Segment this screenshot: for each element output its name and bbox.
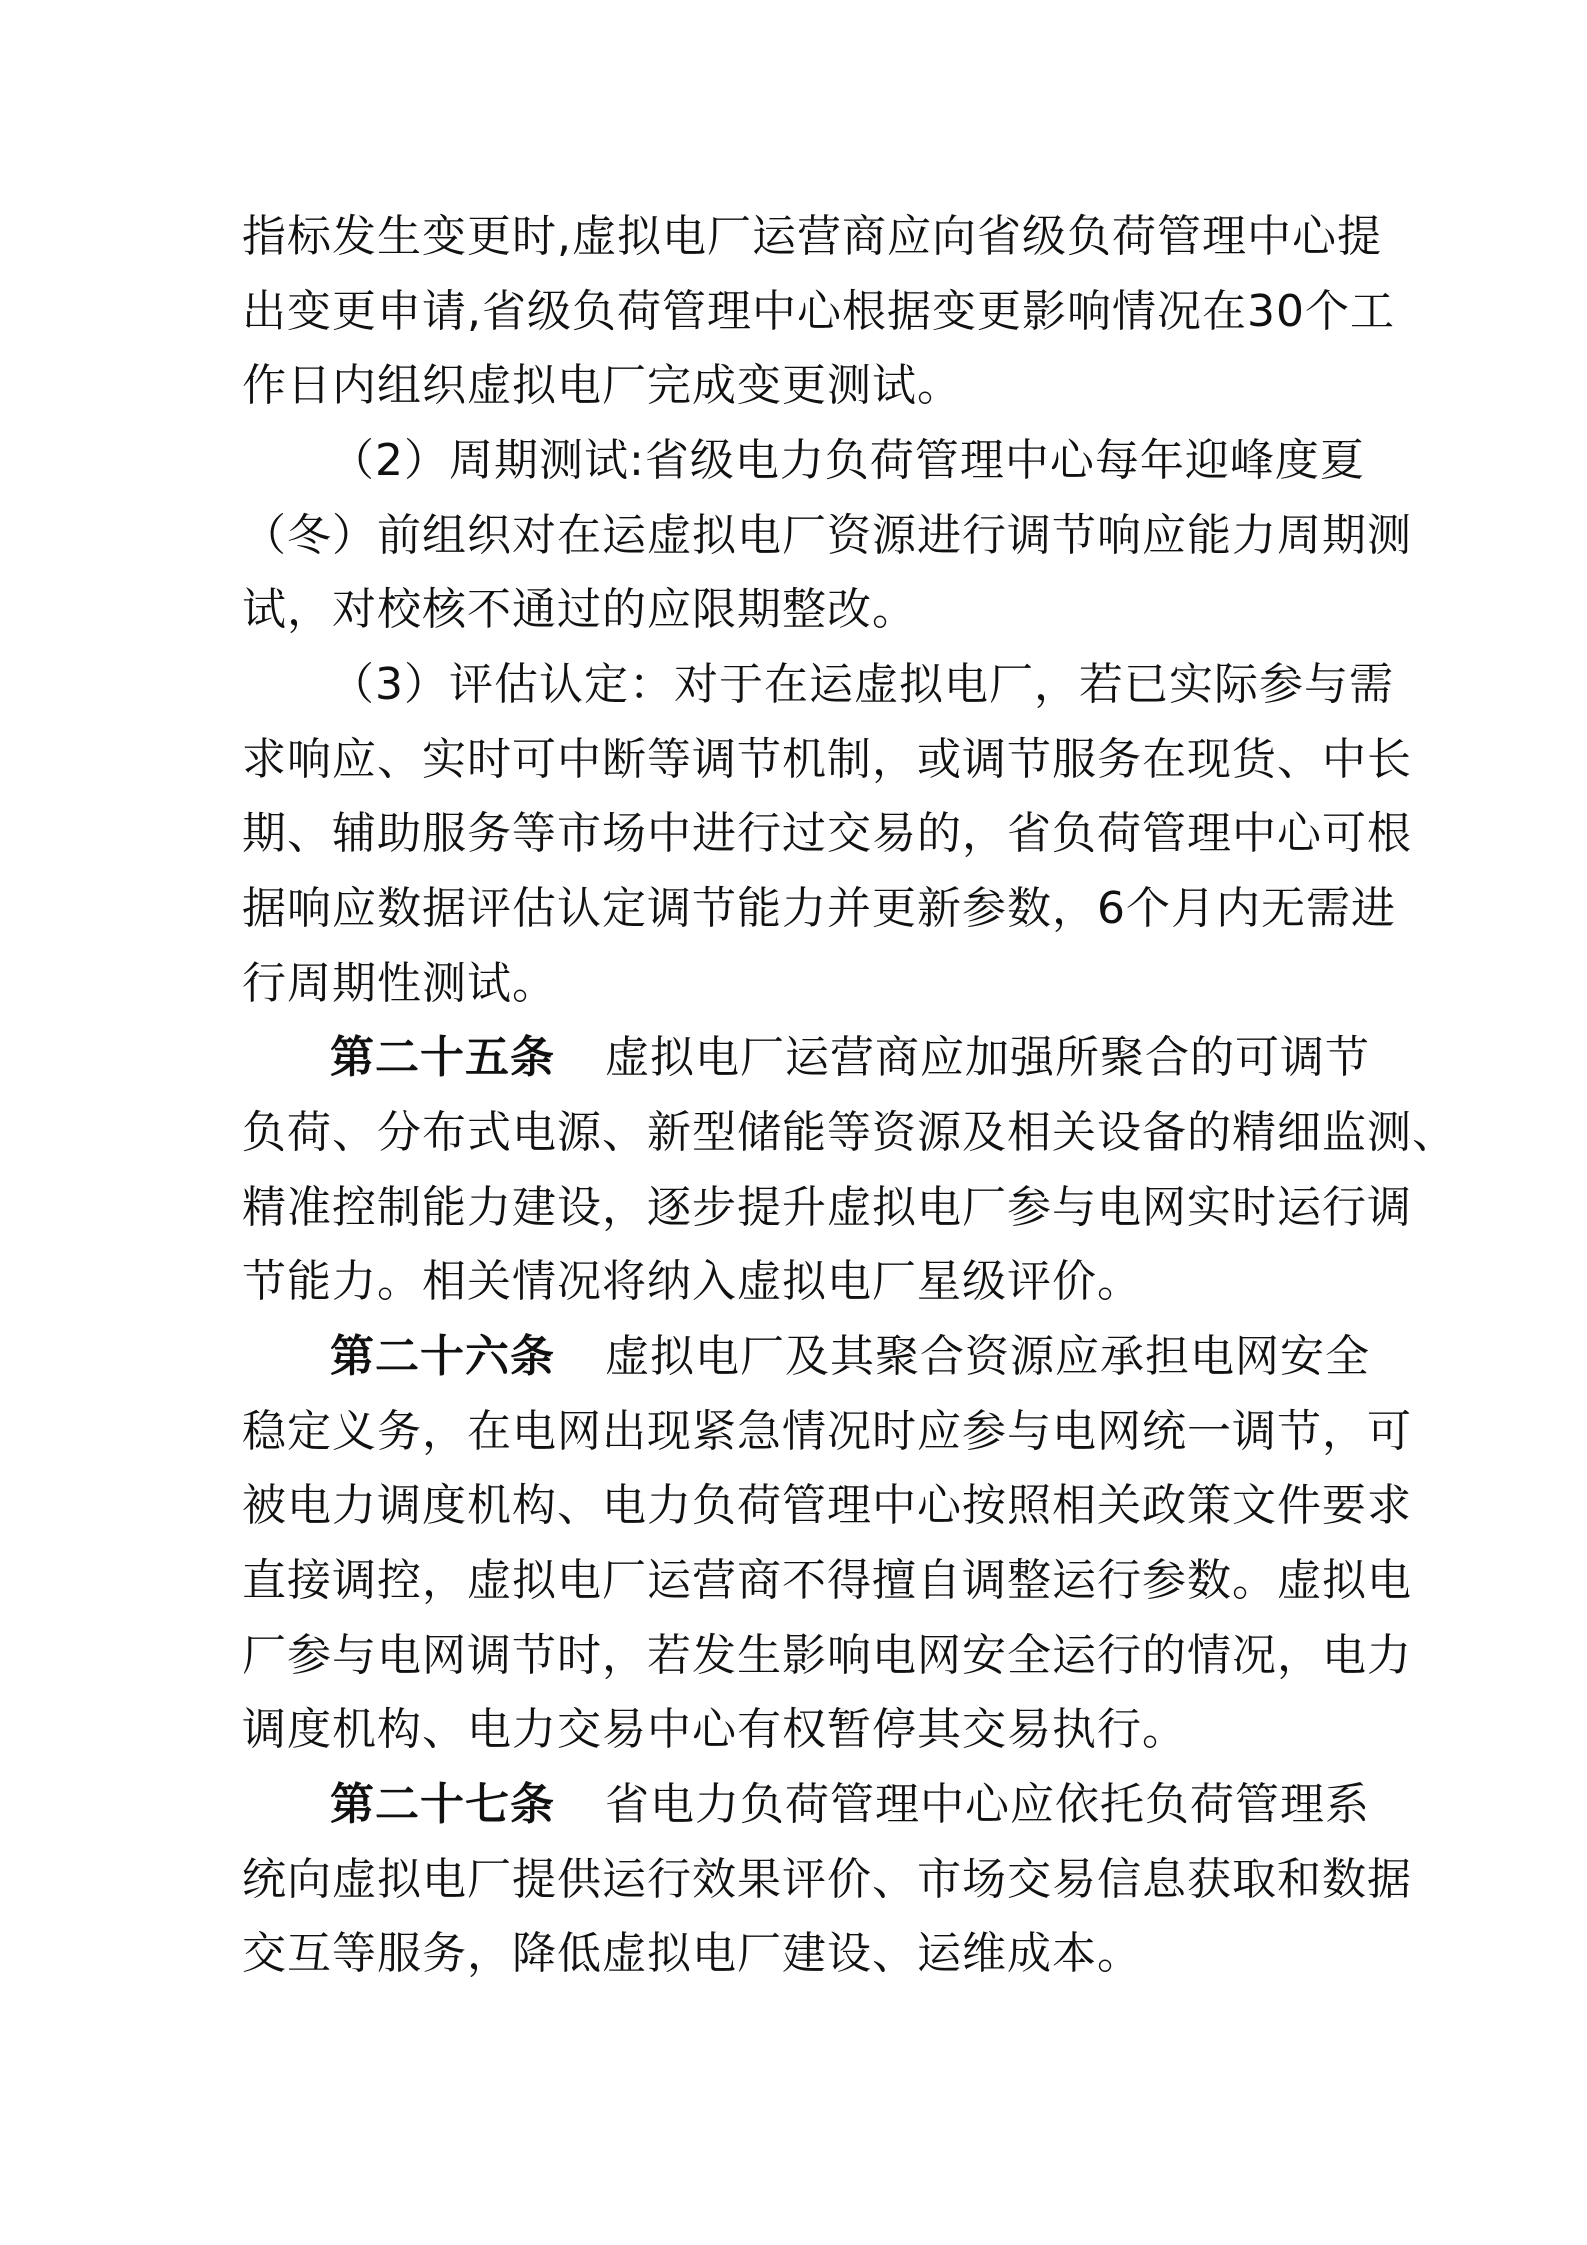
article-title: 第二十五条 bbox=[330, 1032, 555, 1083]
paragraph-line: 指标发生变更时,虚拟电厂运营商应向省级负荷管理中心提 bbox=[242, 211, 1382, 262]
paragraph-line: 作日内组织虚拟电厂完成变更测试。 bbox=[242, 360, 962, 411]
paragraph-line: 直接调控，虚拟电厂运营商不得擅自调整运行参数。虚拟电 bbox=[242, 1555, 1412, 1606]
article-title: 第二十六条 bbox=[330, 1331, 555, 1382]
paragraph-line: 统向虚拟电厂提供运行效果评价、市场交易信息获取和数据 bbox=[242, 1854, 1412, 1905]
paragraph-line: 交互等服务，降低虚拟电厂建设、运维成本。 bbox=[242, 1928, 1142, 1979]
paragraph-line: （2）周期测试:省级电力负荷管理中心每年迎峰度夏 bbox=[330, 435, 1365, 486]
paragraph-line: 稳定义务，在电网出现紧急情况时应参与电网统一调节，可 bbox=[242, 1406, 1412, 1457]
paragraph-line: 厂参与电网调节时，若发生影响电网安全运行的情况，电力 bbox=[242, 1630, 1412, 1681]
paragraph-line: 行周期性测试。 bbox=[242, 958, 557, 1009]
paragraph-line: 负荷、分布式电源、新型储能等资源及相关设备的精细监测、 bbox=[242, 1107, 1457, 1158]
paragraph-line: 被电力调度机构、电力负荷管理中心按照相关政策文件要求 bbox=[242, 1480, 1412, 1531]
article-text: 虚拟电厂及其聚合资源应承担电网安全 bbox=[605, 1331, 1370, 1382]
paragraph-line: 试，对校核不通过的应限期整改。 bbox=[242, 584, 917, 635]
paragraph-line: 精准控制能力建设，逐步提升虚拟电厂参与电网实时运行调 bbox=[242, 1182, 1412, 1233]
paragraph-line: 期、辅助服务等市场中进行过交易的，省负荷管理中心可根 bbox=[242, 808, 1412, 859]
article-title: 第二十七条 bbox=[330, 1779, 555, 1830]
article-text: 省电力负荷管理中心应依托负荷管理系 bbox=[605, 1779, 1370, 1830]
article-27-first-line bbox=[330, 1775, 1370, 1835]
paragraph-line: 出变更申请,省级负荷管理中心根据变更影响情况在30个工 bbox=[242, 286, 1395, 337]
paragraph-line: （冬）前组织对在运虚拟电厂资源进行调节响应能力周期测 bbox=[242, 510, 1412, 561]
article-26-first-line bbox=[330, 1327, 1370, 1387]
paragraph-line: 调度机构、电力交易中心有权暂停其交易执行。 bbox=[242, 1704, 1187, 1755]
paragraph-line: 据响应数据评估认定调节能力并更新参数，6个月内无需进 bbox=[242, 883, 1396, 934]
paragraph-line: 求响应、实时可中断等调节机制，或调节服务在现货、中长 bbox=[242, 734, 1412, 785]
paragraph-line: （3）评估认定：对于在运虚拟电厂，若已实际参与需 bbox=[330, 659, 1394, 710]
article-25-first-line bbox=[330, 1028, 1370, 1088]
paragraph-line: 节能力。相关情况将纳入虚拟电厂星级评价。 bbox=[242, 1256, 1142, 1307]
article-text: 虚拟电厂运营商应加强所聚合的可调节 bbox=[605, 1032, 1370, 1083]
